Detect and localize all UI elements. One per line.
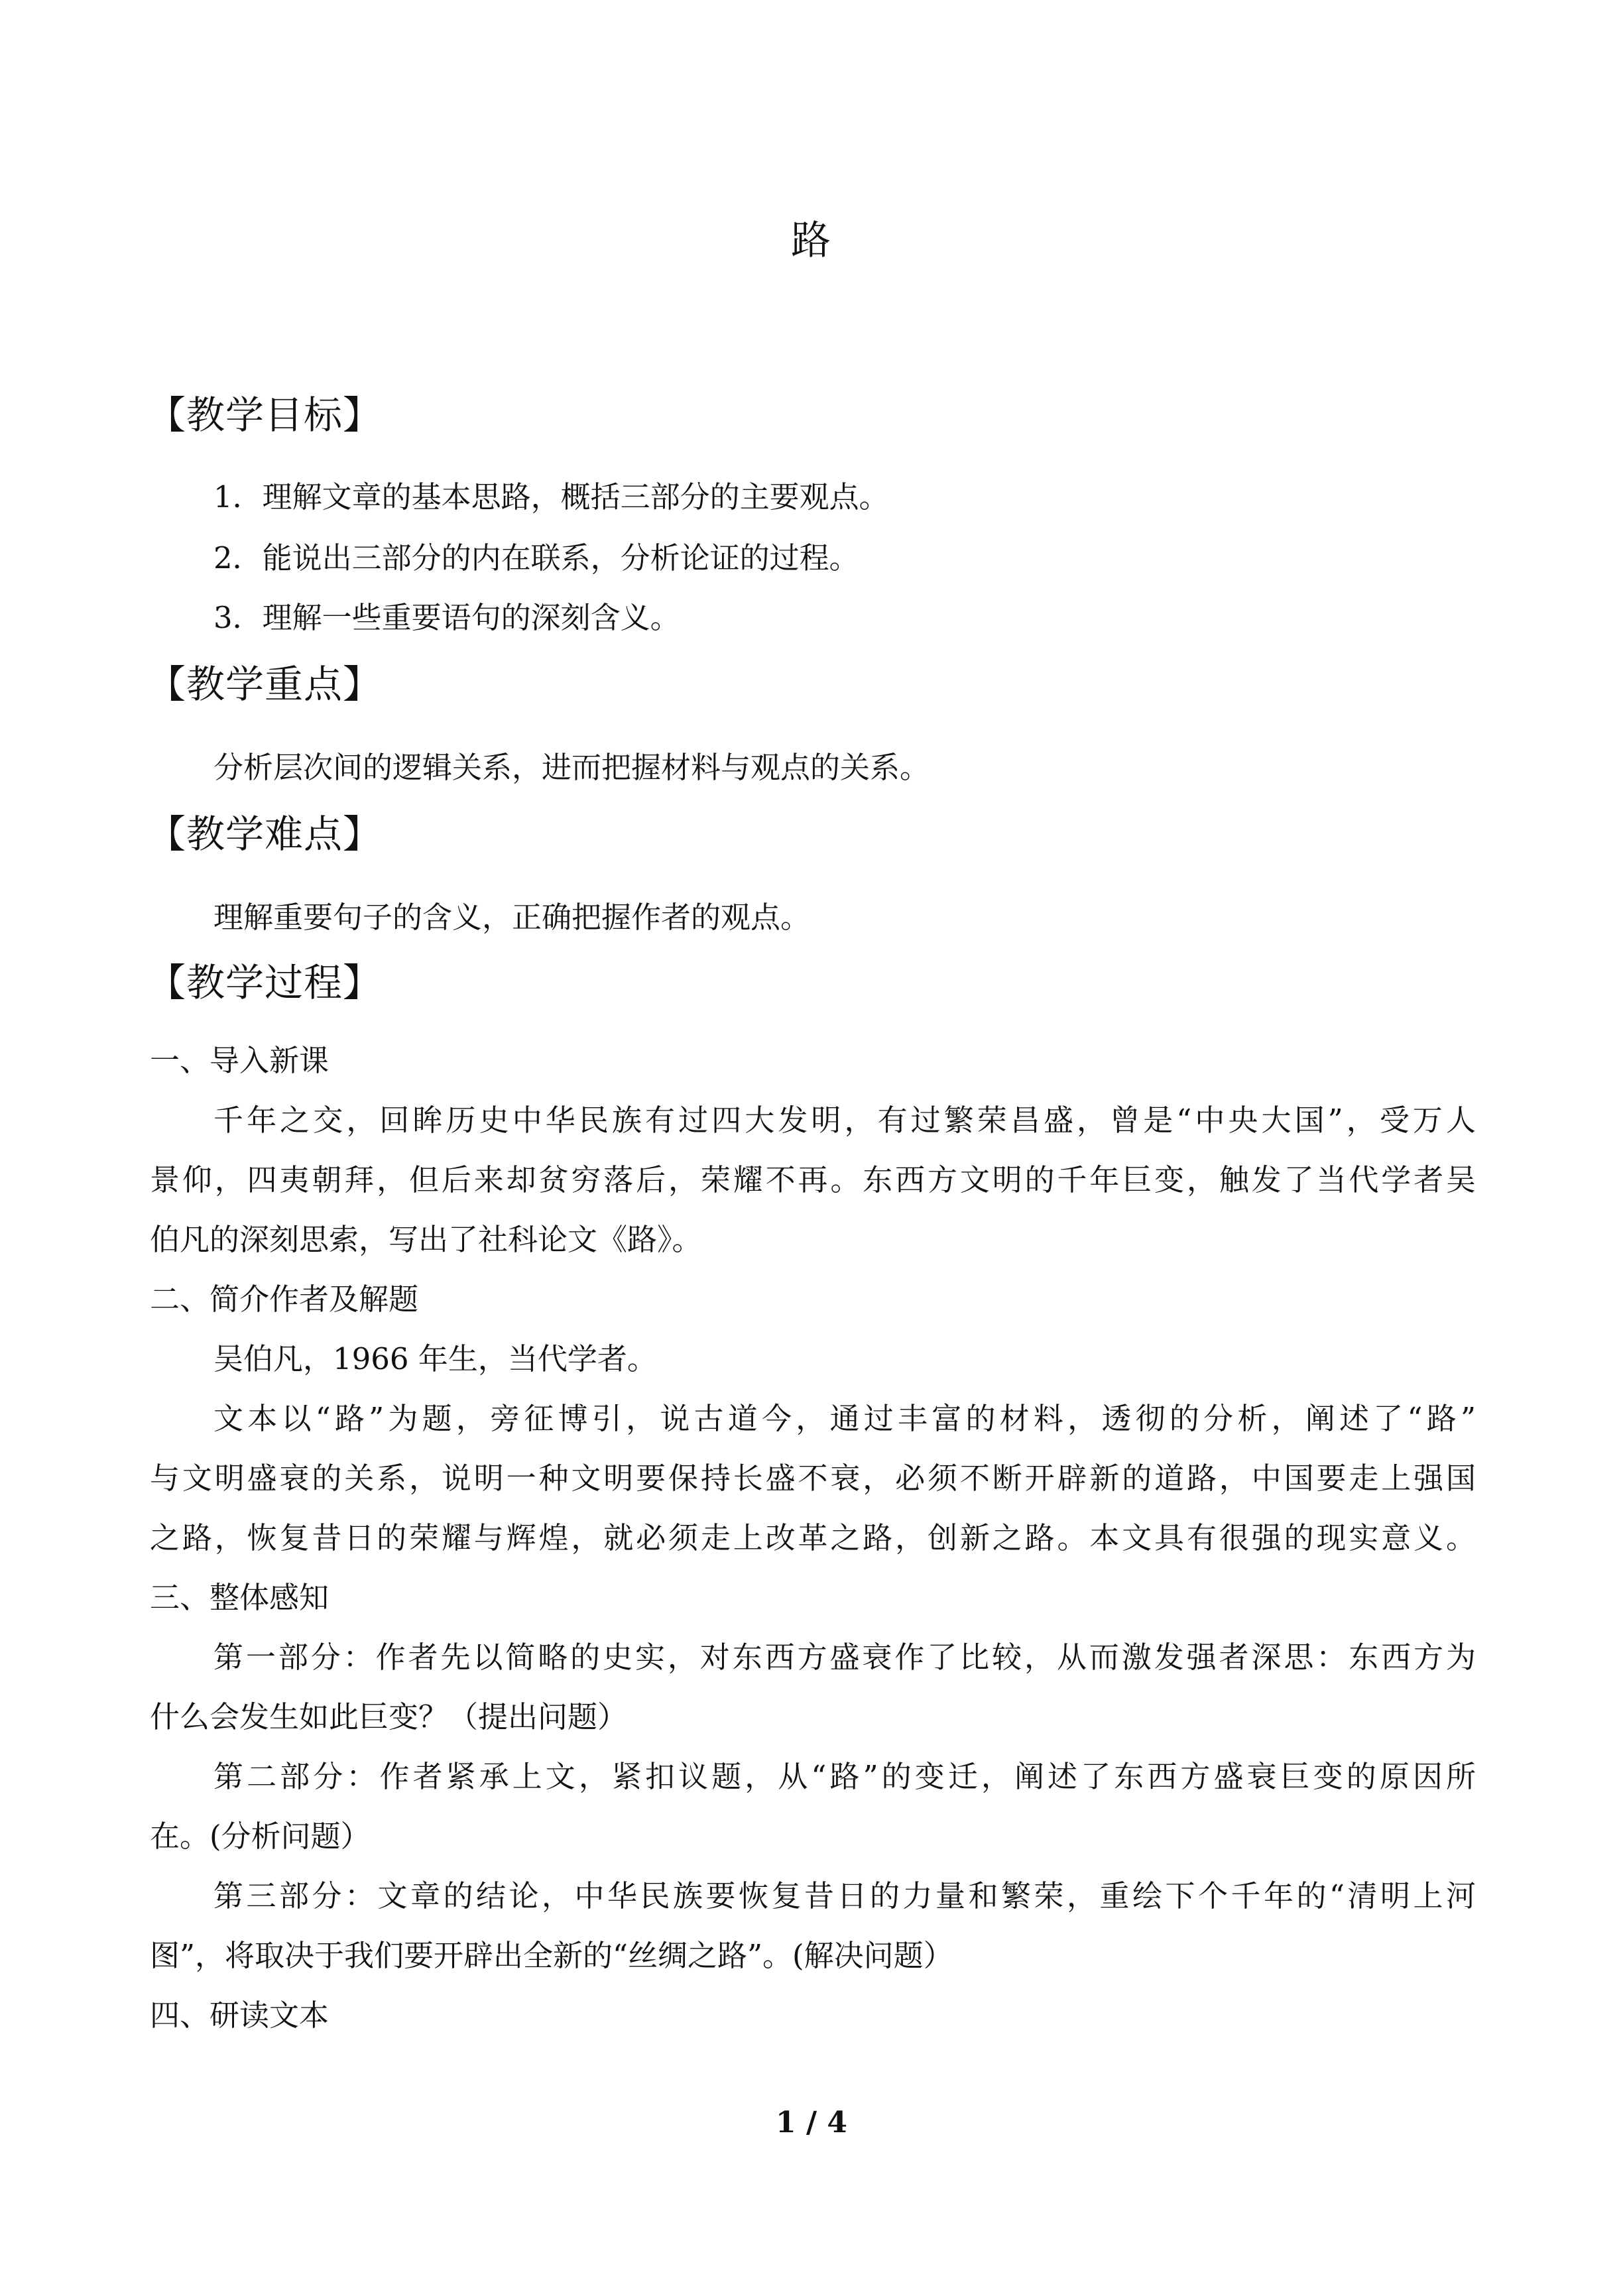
part2-line-2: 与文明盛衰的关系，说明一种文明要保持长盛不衰，必须不断开辟新的道路，中国要走上强国 bbox=[150, 1461, 1476, 1496]
part3-first-line-1: 第一部分：作者先以简略的史实，对东西方盛衰作了比较，从而激发强者深思：东西方为 bbox=[213, 1640, 1476, 1675]
part2-author: 吴伯凡，1966 年生，当代学者。 bbox=[213, 1341, 657, 1376]
objective-item-3: 3．理解一些重要语句的深刻含义。 bbox=[213, 600, 680, 635]
key-points-text: 分析层次间的逻辑关系，进而把握材料与观点的关系。 bbox=[213, 750, 930, 785]
part4-title: 四、研读文本 bbox=[150, 1998, 330, 2033]
objectives-heading: 【教学目标】 bbox=[147, 393, 383, 438]
part1-line-2: 景仰，四夷朝拜，但后来却贫穷落后，荣耀不再。东西方文明的千年巨变，触发了当代学者吴 bbox=[150, 1162, 1476, 1197]
part1-title: 一、导入新课 bbox=[150, 1043, 330, 1078]
part1-line-3: 伯凡的深刻思索，写出了社科论文《路》。 bbox=[150, 1222, 702, 1257]
process-heading: 【教学过程】 bbox=[147, 960, 383, 1005]
part3-second-line-2: 在。(分析问题） bbox=[150, 1819, 371, 1854]
part2-line-3: 之路，恢复昔日的荣耀与辉煌，就必须走上改革之路，创新之路。本文具有很强的现实意义。 bbox=[150, 1520, 1476, 1555]
part2-title: 二、简介作者及解题 bbox=[150, 1282, 419, 1317]
part3-second-line-1: 第二部分：作者紧承上文，紧扣议题，从“路”的变迁，阐述了东西方盛衰巨变的原因所 bbox=[213, 1759, 1476, 1794]
part2-line-1: 文本以“路”为题，旁征博引，说古道今，通过丰富的材料，透彻的分析，阐述了“路” bbox=[213, 1401, 1476, 1436]
key-points-heading: 【教学重点】 bbox=[147, 662, 383, 707]
difficulties-text: 理解重要句子的含义，正确把握作者的观点。 bbox=[213, 900, 811, 935]
part3-third-line-1: 第三部分：文章的结论，中华民族要恢复昔日的力量和繁荣，重绘下个千年的“清明上河 bbox=[213, 1878, 1476, 1913]
part3-title: 三、整体感知 bbox=[150, 1580, 330, 1615]
part3-first-line-2: 什么会发生如此巨变？（提出问题） bbox=[150, 1699, 628, 1734]
objective-item-1: 1．理解文章的基本思路，概括三部分的主要观点。 bbox=[213, 479, 889, 514]
objective-item-2: 2．能说出三部分的内在联系，分析论证的过程。 bbox=[213, 540, 859, 575]
part1-line-1: 千年之交，回眸历史中华民族有过四大发明，有过繁荣昌盛，曾是“中央大国”，受万人 bbox=[213, 1103, 1476, 1138]
part3-third-line-2: 图”，将取决于我们要开辟出全新的“丝绸之路”。(解决问题） bbox=[150, 1938, 953, 1973]
difficulties-heading: 【教学难点】 bbox=[147, 812, 383, 857]
document-title: 路 bbox=[791, 217, 832, 264]
page-number: 1 / 4 bbox=[776, 2106, 847, 2140]
